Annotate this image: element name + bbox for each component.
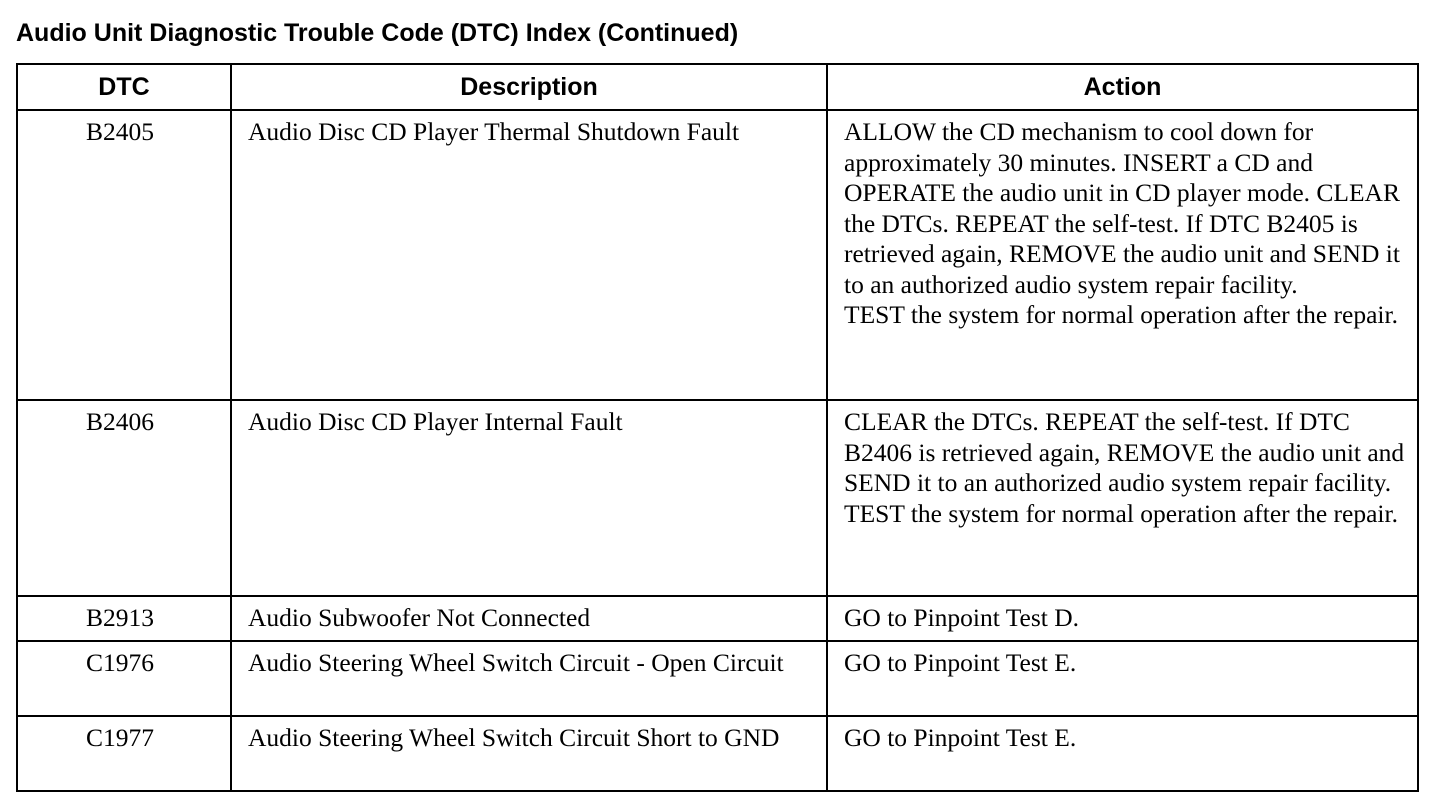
dtc-code-cell: C1976: [17, 641, 231, 716]
table-row: [17, 596, 1418, 641]
table-row: [17, 641, 1418, 716]
table-row: [17, 400, 1418, 596]
column-header-description: Description: [231, 64, 827, 110]
column-header-action: Action: [827, 64, 1418, 110]
dtc-code-cell: B2405: [17, 110, 231, 400]
table-row: [17, 110, 1418, 400]
description-cell: Audio Steering Wheel Switch Circuit - Open Circuit: [231, 641, 827, 716]
dtc-code-cell: B2913: [17, 596, 231, 641]
description-cell: Audio Subwoofer Not Connected: [231, 596, 827, 641]
action-cell: GO to Pinpoint Test D.: [827, 596, 1418, 641]
action-cell: GO to Pinpoint Test E.: [827, 716, 1418, 791]
action-cell: GO to Pinpoint Test E.: [827, 641, 1418, 716]
dtc-index-table: [16, 63, 1419, 792]
description-cell: Audio Disc CD Player Internal Fault: [231, 400, 827, 596]
action-cell: ALLOW the CD mechanism to cool down for approximately 30 minutes. INSERT a CD and OPERATE the audio unit in CD player mode. CLEAR the DTCs. REPEAT the self-test. If DTC B2405 is retrieved again, REMOVE the audio unit and SEND it to an authorized audio system repair facility. TEST the system for normal operation after the repair.: [827, 110, 1418, 400]
column-header-dtc: DTC: [17, 64, 231, 110]
table-row: [17, 716, 1418, 791]
page-title: Audio Unit Diagnostic Trouble Code (DTC) Index (Continued): [16, 19, 739, 47]
description-cell: Audio Disc CD Player Thermal Shutdown Fault: [231, 110, 827, 400]
dtc-code-cell: C1977: [17, 716, 231, 791]
table-header-row: [17, 64, 1418, 110]
dtc-code-cell: B2406: [17, 400, 231, 596]
description-cell: Audio Steering Wheel Switch Circuit Short to GND: [231, 716, 827, 791]
action-cell: CLEAR the DTCs. REPEAT the self-test. If DTC B2406 is retrieved again, REMOVE the audio unit and SEND it to an authorized audio system repair facility. TEST the system for normal operation after the repair.: [827, 400, 1418, 596]
